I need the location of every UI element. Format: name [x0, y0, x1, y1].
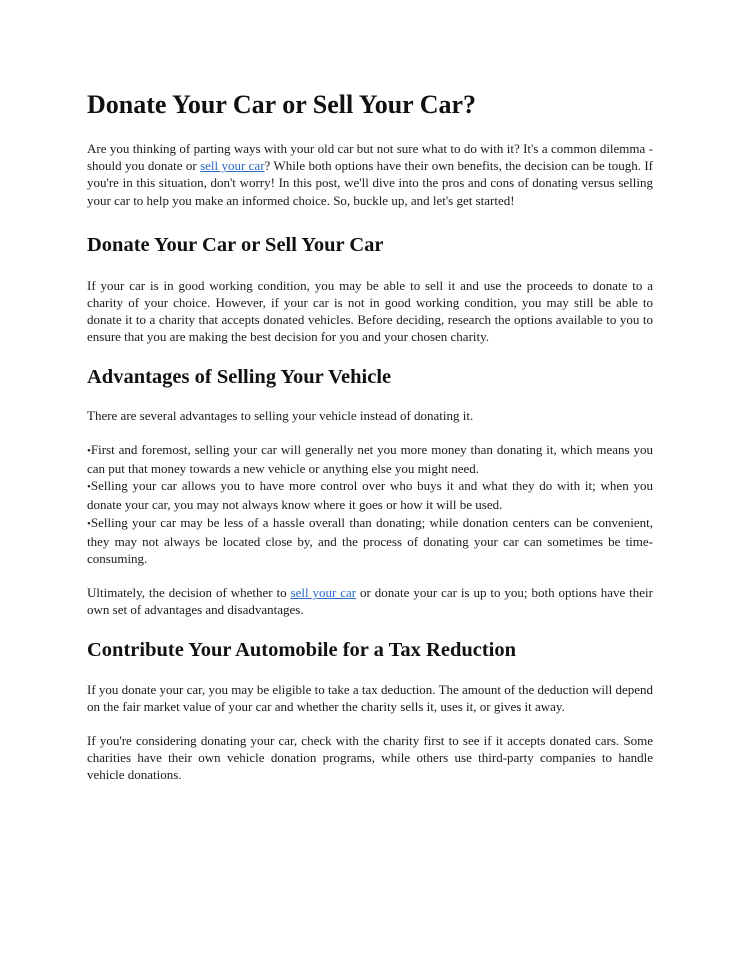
document-page — [87, 88, 653, 784]
section-heading-donate-or-sell: Donate Your Car or Sell Your Car — [87, 233, 384, 256]
bullet-text: Selling your car may be less of a hassle overall than donating; while donation centers can be convenient, they may not always be located close by, and the process of donating your car can sometimes be time-consuming. — [87, 514, 653, 567]
list-item — [87, 477, 653, 513]
closing-text-before: Ultimately, the decision of whether to — [87, 585, 291, 601]
advantages-list — [87, 441, 653, 567]
sell-your-car-link[interactable]: sell your car — [200, 158, 265, 174]
bullet-icon: • — [87, 517, 91, 530]
section-heading-advantages: Advantages of Selling Your Vehicle — [87, 365, 392, 388]
intro-paragraph — [87, 140, 653, 209]
section1-paragraph: If your car is in good working condition, you may be able to sell it and use the proceeds to donate to a charity of your choice. However, if your car is not in good working condition, you may still be able to donate it to a charity that accepts donated vehicles. Before deciding, research the options available to you to ensure that you are making the best decision for you and your chosen charity. — [87, 277, 653, 345]
page-title: Donate Your Car or Sell Your Car? — [87, 90, 477, 119]
tax-paragraph-1: If you donate your car, you may be eligible to take a tax deduction. The amount of the deduction will depend on the fair market value of your car and whether the charity sells it, uses it, or gives it away. — [87, 681, 654, 714]
section-heading-tax-reduction: Contribute Your Automobile for a Tax Reduction — [87, 638, 517, 661]
advantages-closing — [87, 584, 653, 618]
closing-text-after: or donate your car is up to you; both options have their own set of advantages and disadvantages. — [87, 585, 653, 618]
list-item — [87, 441, 653, 477]
sell-your-car-link[interactable]: sell your car — [290, 585, 357, 601]
bullet-icon: • — [87, 444, 91, 457]
list-item — [87, 514, 653, 568]
intro-text-after: ? While both options have their own benefits, the decision can be tough. If you're in this situation, don't worry! In this post, we'll dive into the pros and cons of donating versus selling your car to help you make an informed choice. So, buckle up, and let's get started! — [87, 158, 653, 208]
tax-paragraph-2: If you're considering donating your car, check with the charity first to see if it accepts donated cars. Some charities have their own vehicle donation programs, while others use third-party companies to handle vehicle donations. — [87, 733, 653, 783]
bullet-text: Selling your car allows you to have more control over who buys it and what they do with it; when you donate your car, you may not always know where it goes or how it will be used. — [87, 478, 653, 513]
intro-text-before: Are you thinking of parting ways with your old car but not sure what to do with it? It's a common dilemma - should you donate or — [87, 141, 653, 174]
bullet-text: First and foremost, selling your car will generally net you more money than donating it, which means you can put that money towards a new vehicle or anything else you might need. — [87, 441, 653, 477]
bullet-icon: • — [87, 481, 91, 494]
advantages-lead: There are several advantages to selling your vehicle instead of donating it. — [87, 407, 474, 423]
